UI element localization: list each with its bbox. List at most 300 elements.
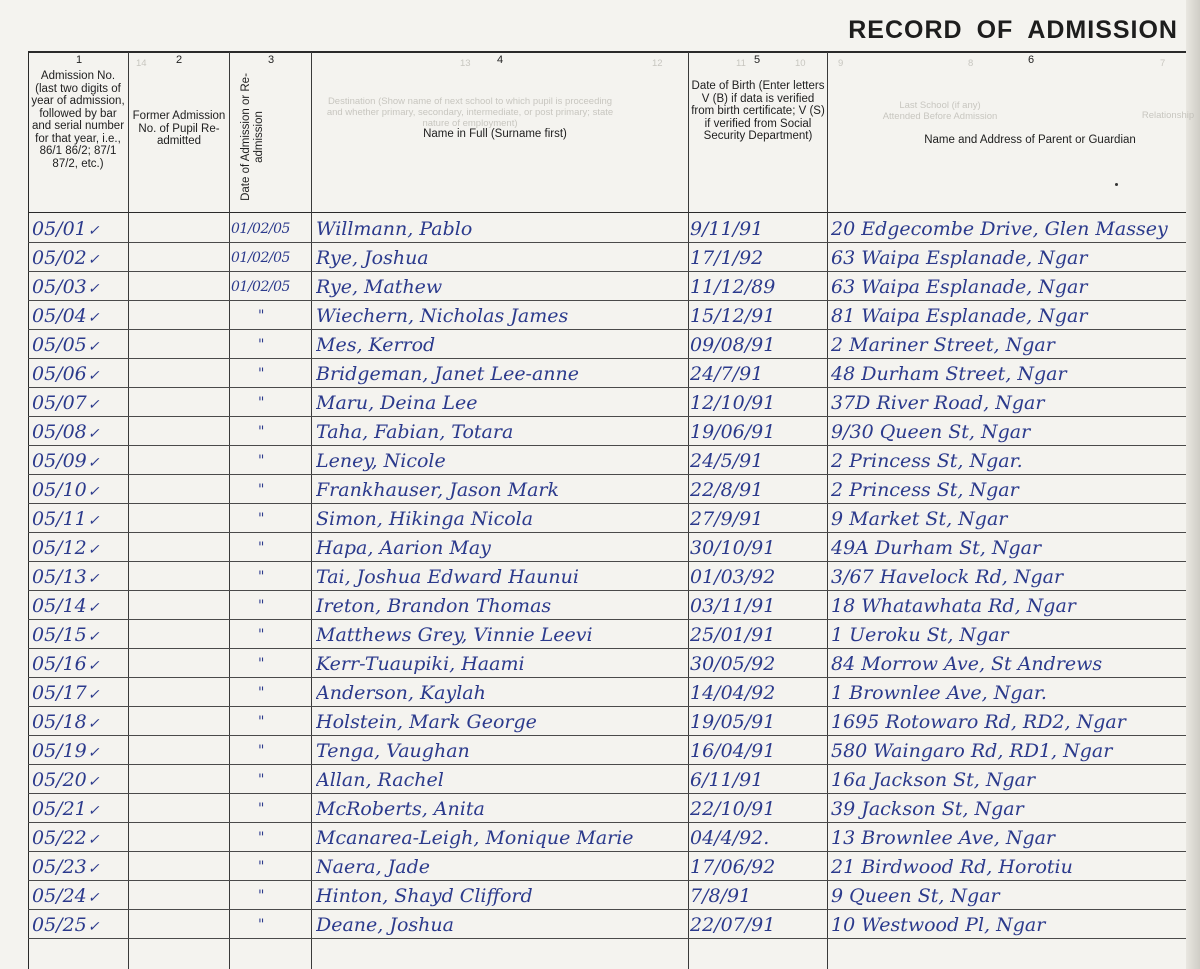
column-number-3: 3 <box>268 54 275 66</box>
row-rule <box>28 648 1186 649</box>
admission-number <box>32 827 126 851</box>
check-mark-icon: ✓ <box>87 890 100 906</box>
check-mark-icon: ✓ <box>87 919 100 935</box>
date-of-birth-text: 27/9/91 <box>690 508 764 530</box>
pupil-name-text: Maru, Deina Lee <box>316 392 478 414</box>
pupil-name <box>316 566 684 588</box>
row-rule <box>28 242 1186 243</box>
check-mark-icon: ✓ <box>87 252 100 268</box>
admission-number <box>32 914 126 938</box>
admission-date <box>258 508 264 530</box>
row-rule <box>28 590 1186 591</box>
parent-address <box>831 334 1186 356</box>
pupil-name <box>316 218 684 240</box>
check-mark-icon: ✓ <box>87 455 100 471</box>
admission-number-text: 05/11 <box>32 508 87 530</box>
date-of-birth <box>690 769 826 791</box>
ghost-number: 12 <box>652 58 663 69</box>
pupil-name <box>316 247 684 269</box>
admission-number <box>32 392 126 416</box>
pupil-name-text: Mcanarea-Leigh, Monique Marie <box>316 827 634 849</box>
admission-number <box>32 421 126 445</box>
row-rule <box>28 851 1186 852</box>
parent-address <box>831 363 1186 385</box>
parent-address-text: 18 Whatawhata Rd, Ngar <box>831 595 1076 617</box>
admission-number <box>32 856 126 880</box>
date-of-birth-text: 30/10/91 <box>690 537 776 559</box>
admission-number-text: 05/07 <box>32 392 87 414</box>
admission-number-text: 05/17 <box>32 682 87 704</box>
date-of-birth <box>690 711 826 733</box>
pupil-name-text: Naera, Jade <box>316 856 431 878</box>
admission-number-text: 05/23 <box>32 856 87 878</box>
admission-number-text: 05/13 <box>32 566 87 588</box>
parent-address <box>831 508 1186 530</box>
date-of-birth-text: 22/07/91 <box>690 914 776 936</box>
check-mark-icon: ✓ <box>87 368 100 384</box>
ghost-number: 14 <box>136 58 147 69</box>
admission-date <box>231 218 290 240</box>
admission-date <box>258 653 264 675</box>
parent-address-text: 580 Waingaro Rd, RD1, Ngar <box>831 740 1113 762</box>
date-of-birth <box>690 276 826 298</box>
admission-date-text: 01/02/05 <box>231 279 290 295</box>
admission-number-text: 05/16 <box>32 653 87 675</box>
admission-date <box>258 798 264 820</box>
admission-date-text: " <box>258 859 265 875</box>
column-divider <box>311 52 312 969</box>
pupil-name <box>316 276 684 298</box>
date-of-birth <box>690 682 826 704</box>
check-mark-icon: ✓ <box>87 484 100 500</box>
date-of-birth <box>690 479 826 501</box>
date-of-birth <box>690 740 826 762</box>
admission-date <box>258 421 264 443</box>
pupil-name-text: Simon, Hikinga Nicola <box>316 508 534 530</box>
check-mark-icon: ✓ <box>87 774 100 790</box>
admission-date <box>258 914 264 936</box>
admission-date-text: " <box>258 743 265 759</box>
parent-address <box>831 914 1186 936</box>
admission-date-text: " <box>258 424 265 440</box>
date-of-birth-text: 01/03/92 <box>690 566 776 588</box>
admission-number <box>32 566 126 590</box>
date-of-birth-text: 22/10/91 <box>690 798 776 820</box>
pupil-name <box>316 769 684 791</box>
admission-number <box>32 479 126 503</box>
pupil-name-text: Holstein, Mark George <box>316 711 537 733</box>
parent-address-text: 1695 Rotowaro Rd, RD2, Ngar <box>831 711 1126 733</box>
parent-address <box>831 856 1186 878</box>
date-of-birth-text: 9/11/91 <box>690 218 764 240</box>
pupil-name <box>316 740 684 762</box>
parent-address-text: 2 Mariner Street, Ngar <box>831 334 1055 356</box>
date-of-birth-text: 6/11/91 <box>690 769 764 791</box>
parent-address-text: 63 Waipa Esplanade, Ngar <box>831 247 1088 269</box>
date-of-birth-text: 24/7/91 <box>690 363 764 385</box>
pupil-name <box>316 479 684 501</box>
pupil-name <box>316 624 684 646</box>
admission-number <box>32 769 126 793</box>
row-rule <box>28 619 1186 620</box>
admission-number <box>32 740 126 764</box>
parent-address-text: 21 Birdwood Rd, Horotiu <box>831 856 1073 878</box>
admission-number-text: 05/19 <box>32 740 87 762</box>
ghost-number: 9 <box>838 58 844 69</box>
admission-date <box>258 856 264 878</box>
pupil-name-text: Frankhauser, Jason Mark <box>316 479 560 501</box>
date-of-birth-text: 17/1/92 <box>690 247 764 269</box>
parent-address <box>831 885 1186 907</box>
row-rule <box>28 561 1186 562</box>
date-of-birth <box>690 363 826 385</box>
admission-date <box>258 711 264 733</box>
admission-number-text: 05/15 <box>32 624 87 646</box>
pupil-name <box>316 856 684 878</box>
admission-date-text: " <box>258 453 265 469</box>
header-former-admission-no: Former Admission No. of Pupil Re-admitted <box>132 110 226 147</box>
parent-address-text: 37D River Road, Ngar <box>831 392 1045 414</box>
admission-date <box>258 450 264 472</box>
ghost-number: 8 <box>968 58 974 69</box>
admission-number-text: 05/04 <box>32 305 87 327</box>
admission-number <box>32 247 126 271</box>
pupil-name-text: Hinton, Shayd Clifford <box>316 885 533 907</box>
admission-number <box>32 537 126 561</box>
pupil-name <box>316 363 684 385</box>
check-mark-icon: ✓ <box>87 745 100 761</box>
parent-address-text: 84 Morrow Ave, St Andrews <box>831 653 1103 675</box>
date-of-birth <box>690 798 826 820</box>
column-divider <box>688 52 689 969</box>
pupil-name-text: Wiechern, Nicholas James <box>316 305 569 327</box>
row-rule <box>28 909 1186 910</box>
check-mark-icon: ✓ <box>87 832 100 848</box>
pupil-name <box>316 392 684 414</box>
pupil-name-text: Bridgeman, Janet Lee-anne <box>316 363 580 385</box>
date-of-birth <box>690 305 826 327</box>
admission-date <box>258 537 264 559</box>
parent-address <box>831 827 1186 849</box>
admission-number <box>32 276 126 300</box>
check-mark-icon: ✓ <box>87 600 100 616</box>
parent-address-text: 1 Brownlee Ave, Ngar. <box>831 682 1047 704</box>
ghost-number: 11 <box>736 58 746 69</box>
date-of-birth <box>690 334 826 356</box>
date-of-birth <box>690 566 826 588</box>
admission-date-text: " <box>258 308 265 324</box>
admission-date-text: " <box>258 482 265 498</box>
date-of-birth-text: 11/12/89 <box>690 276 776 298</box>
pupil-name-text: Deane, Joshua <box>316 914 454 936</box>
parent-address-text: 9/30 Queen St, Ngar <box>831 421 1031 443</box>
date-of-birth <box>690 653 826 675</box>
admission-number <box>32 508 126 532</box>
pupil-name-text: Leney, Nicole <box>316 450 446 472</box>
row-rule <box>28 474 1186 475</box>
parent-address <box>831 218 1186 240</box>
row-rule <box>28 938 1186 939</box>
column-number-1: 1 <box>76 54 83 66</box>
admission-date <box>258 827 264 849</box>
date-of-birth-text: 14/04/92 <box>690 682 776 704</box>
date-of-birth-text: 25/01/91 <box>690 624 776 646</box>
pupil-name <box>316 508 684 530</box>
parent-address <box>831 769 1186 791</box>
admission-date-text: " <box>258 917 265 933</box>
check-mark-icon: ✓ <box>87 339 100 355</box>
check-mark-icon: ✓ <box>87 542 100 558</box>
pupil-name-text: Rye, Mathew <box>316 276 443 298</box>
row-rule <box>28 793 1186 794</box>
parent-address-text: 1 Ueroku St, Ngar <box>831 624 1009 646</box>
pupil-name <box>316 305 684 327</box>
admission-date <box>258 305 264 327</box>
check-mark-icon: ✓ <box>87 803 100 819</box>
date-of-birth <box>690 450 826 472</box>
admission-number <box>32 450 126 474</box>
date-of-birth <box>690 537 826 559</box>
parent-address-text: 2 Princess St, Ngar. <box>831 450 1023 472</box>
check-mark-icon: ✓ <box>87 397 100 413</box>
header-name-in-full: Name in Full (Surname first) <box>423 128 567 140</box>
parent-address <box>831 479 1186 501</box>
parent-address <box>831 421 1186 443</box>
admission-number-text: 05/05 <box>32 334 87 356</box>
pupil-name-text: Tai, Joshua Edward Haunui <box>316 566 579 588</box>
row-rule <box>28 532 1186 533</box>
admission-number-text: 05/20 <box>32 769 87 791</box>
ghost-number: 13 <box>460 58 471 69</box>
admission-date-text: 01/02/05 <box>231 250 290 266</box>
ghost-destination-header: Destination (Show name of next school to which pupil is proceeding and whether primary, secondary, intermediate, or post primary; state nature of employment) <box>326 96 614 129</box>
pupil-name <box>316 334 684 356</box>
admission-date-text: " <box>258 656 265 672</box>
admission-number <box>32 682 126 706</box>
date-of-birth <box>690 392 826 414</box>
admission-date-text: " <box>258 830 265 846</box>
date-of-birth <box>690 247 826 269</box>
pupil-name-text: Ireton, Brandon Thomas <box>316 595 552 617</box>
pupil-name-text: Allan, Rachel <box>316 769 444 791</box>
admission-number <box>32 363 126 387</box>
pupil-name-text: Matthews Grey, Vinnie Leevi <box>316 624 593 646</box>
check-mark-icon: ✓ <box>87 861 100 877</box>
admission-number <box>32 653 126 677</box>
row-rule <box>28 416 1186 417</box>
row-rule <box>28 271 1186 272</box>
check-mark-icon: ✓ <box>87 687 100 703</box>
check-mark-icon: ✓ <box>87 310 100 326</box>
admission-date-text: " <box>258 366 265 382</box>
check-mark-icon: ✓ <box>87 658 100 674</box>
row-rule <box>28 503 1186 504</box>
date-of-birth <box>690 595 826 617</box>
parent-address <box>831 798 1186 820</box>
date-of-birth-text: 7/8/91 <box>690 885 752 907</box>
parent-address-text: 49A Durham St, Ngar <box>831 537 1042 559</box>
pupil-name <box>316 827 684 849</box>
admission-number <box>32 798 126 822</box>
admission-date <box>258 624 264 646</box>
date-of-birth <box>690 914 826 936</box>
admission-date-text: " <box>258 337 265 353</box>
parent-address <box>831 682 1186 704</box>
ghost-number: 10 <box>795 58 806 69</box>
admission-date <box>231 276 290 298</box>
parent-address <box>831 450 1186 472</box>
ghost-last-school-header: Last School (if any) Attended Before Admission <box>882 100 998 122</box>
row-rule <box>28 387 1186 388</box>
column-number-4: 4 <box>497 54 504 66</box>
row-rule <box>28 358 1186 359</box>
check-mark-icon: ✓ <box>87 426 100 442</box>
row-rule <box>28 764 1186 765</box>
parent-address <box>831 305 1186 327</box>
admission-number-text: 05/24 <box>32 885 87 907</box>
pupil-name-text: Hapa, Aarion May <box>316 537 491 559</box>
parent-address <box>831 537 1186 559</box>
date-of-birth-text: 24/5/91 <box>690 450 764 472</box>
admission-date <box>258 566 264 588</box>
header-top-rule <box>28 51 1186 53</box>
pupil-name-text: Kerr-Tuaupiki, Haami <box>316 653 525 675</box>
pupil-name <box>316 682 684 704</box>
admission-date-text: " <box>258 511 265 527</box>
admission-date-text: " <box>258 395 265 411</box>
pupil-name <box>316 914 684 936</box>
pupil-name <box>316 537 684 559</box>
admission-date-text: " <box>258 540 265 556</box>
admission-date <box>258 479 264 501</box>
date-of-birth-text: 22/8/91 <box>690 479 764 501</box>
parent-address-text: 3/67 Havelock Rd, Ngar <box>831 566 1064 588</box>
page-title <box>848 16 1178 45</box>
admission-date-text: 01/02/05 <box>231 221 290 237</box>
admission-number <box>32 218 126 242</box>
header-date-of-admission: Date of Admission or Re-admission <box>240 73 265 201</box>
admission-date-text: " <box>258 714 265 730</box>
parent-address <box>831 276 1186 298</box>
parent-address <box>831 392 1186 414</box>
parent-address <box>831 711 1186 733</box>
row-rule <box>28 735 1186 736</box>
admission-date <box>258 392 264 414</box>
admission-number-text: 05/02 <box>32 247 87 269</box>
pupil-name <box>316 653 684 675</box>
admission-date-text: " <box>258 685 265 701</box>
date-of-birth-text: 15/12/91 <box>690 305 776 327</box>
date-of-birth <box>690 508 826 530</box>
pupil-name <box>316 595 684 617</box>
admission-number <box>32 595 126 619</box>
parent-address-text: 81 Waipa Esplanade, Ngar <box>831 305 1088 327</box>
row-rule <box>28 880 1186 881</box>
ghost-relationship-header: Relationship <box>1141 110 1195 121</box>
admission-date <box>258 885 264 907</box>
parent-address-text: 39 Jackson St, Ngar <box>831 798 1024 820</box>
date-of-birth-text: 09/08/91 <box>690 334 776 356</box>
admission-date-text: " <box>258 627 265 643</box>
admission-number-text: 05/12 <box>32 537 87 559</box>
admission-number <box>32 885 126 909</box>
column-divider <box>128 52 129 969</box>
date-of-birth <box>690 218 826 240</box>
parent-address-text: 48 Durham Street, Ngar <box>831 363 1067 385</box>
check-mark-icon: ✓ <box>87 716 100 732</box>
admission-number-text: 05/01 <box>32 218 87 240</box>
admission-number <box>32 305 126 329</box>
column-number-2: 2 <box>176 54 183 66</box>
parent-address-text: 13 Brownlee Ave, Ngar <box>831 827 1056 849</box>
date-of-birth-text: 04/4/92. <box>690 827 770 849</box>
parent-address-text: 2 Princess St, Ngar <box>831 479 1019 501</box>
check-mark-icon: ✓ <box>87 281 100 297</box>
parent-address-text: 16a Jackson St, Ngar <box>831 769 1036 791</box>
column-divider <box>28 52 29 969</box>
admission-date-text: " <box>258 772 265 788</box>
date-of-birth-text: 03/11/91 <box>690 595 776 617</box>
check-mark-icon: ✓ <box>87 513 100 529</box>
admission-date-text: " <box>258 888 265 904</box>
date-of-birth-text: 19/06/91 <box>690 421 776 443</box>
date-of-birth <box>690 885 826 907</box>
ghost-number: 7 <box>1160 58 1166 69</box>
admission-number-text: 05/09 <box>32 450 87 472</box>
date-of-birth-text: 16/04/91 <box>690 740 776 762</box>
pupil-name-text: Willmann, Pablo <box>316 218 473 240</box>
pupil-name <box>316 450 684 472</box>
admission-date <box>258 595 264 617</box>
pupil-name-text: Mes, Kerrod <box>316 334 436 356</box>
check-mark-icon: ✓ <box>87 571 100 587</box>
pupil-name <box>316 798 684 820</box>
parent-address-text: 20 Edgecombe Drive, Glen Massey <box>831 218 1168 240</box>
date-of-birth-text: 17/06/92 <box>690 856 776 878</box>
title-word-1: RECORD <box>848 16 963 44</box>
header-bottom-rule <box>28 212 1186 213</box>
date-of-birth <box>690 421 826 443</box>
pupil-name <box>316 885 684 907</box>
pupil-name-text: Rye, Joshua <box>316 247 429 269</box>
admission-number-text: 05/18 <box>32 711 87 733</box>
date-of-birth-text: 19/05/91 <box>690 711 776 733</box>
pupil-name <box>316 711 684 733</box>
admission-date-text: " <box>258 598 265 614</box>
date-of-birth <box>690 827 826 849</box>
pupil-name-text: Taha, Fabian, Totara <box>316 421 514 443</box>
admission-date <box>258 334 264 356</box>
admission-number-text: 05/03 <box>32 276 87 298</box>
admission-number-text: 05/14 <box>32 595 87 617</box>
parent-address <box>831 653 1186 675</box>
admission-number <box>32 624 126 648</box>
header-parent-guardian: Name and Address of Parent or Guardian <box>924 134 1136 146</box>
row-rule <box>28 822 1186 823</box>
check-mark-icon: ✓ <box>87 629 100 645</box>
column-number-5: 5 <box>754 54 761 66</box>
pupil-name <box>316 421 684 443</box>
admission-number-text: 05/25 <box>32 914 87 936</box>
date-of-birth-text: 30/05/92 <box>690 653 776 675</box>
pupil-name-text: McRoberts, Anita <box>316 798 485 820</box>
column-divider <box>229 52 230 969</box>
admission-number-text: 05/22 <box>32 827 87 849</box>
admission-number-text: 05/10 <box>32 479 87 501</box>
parent-address-text: 9 Market St, Ngar <box>831 508 1008 530</box>
date-of-birth <box>690 624 826 646</box>
admission-date <box>231 247 290 269</box>
